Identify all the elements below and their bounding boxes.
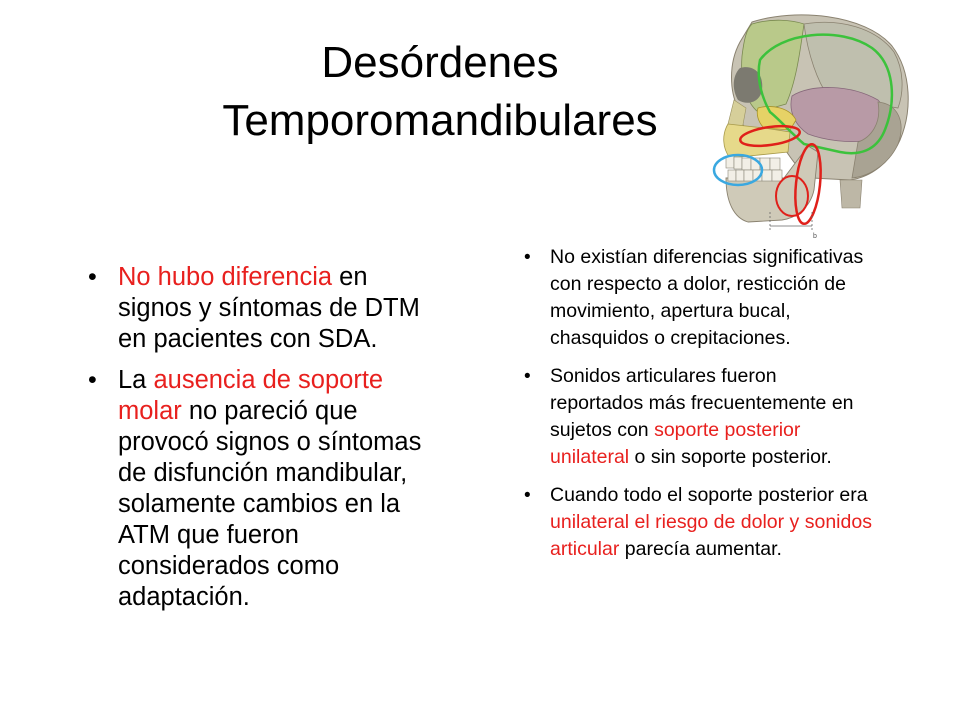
right-bullet-1 xyxy=(522,244,872,352)
bullet-text: en signos y síntomas de DTM en pacientes con SDA. xyxy=(118,263,420,353)
highlight-text: soporte posterior unilateral xyxy=(550,419,801,468)
bullet-text: no pareció que provocó signos o síntomas de disfunción mandibular, solamente cambios en la ATM que fueron considerados como adaptación. xyxy=(118,397,422,611)
title-line-2: Temporomandibulares xyxy=(222,96,658,145)
title-line-1: Desórdenes xyxy=(321,38,559,87)
image-label: b xyxy=(813,233,817,240)
bullet-text: Cuando todo el soporte posterior era xyxy=(550,484,868,506)
bullet-text: Sonidos articulares fueron reportados más frecuentemente en sujetos con xyxy=(550,365,854,441)
bullet-text: parecía aumentar. xyxy=(619,538,782,560)
left-bullet-1 xyxy=(88,262,433,355)
right-bullet-3 xyxy=(522,482,872,563)
highlight-text: unilateral el riesgo de dolor y sonidos articular xyxy=(550,511,872,560)
right-bullet-2 xyxy=(522,363,872,471)
right-bullet-list xyxy=(522,244,872,574)
skull-illustration xyxy=(700,12,915,242)
highlight-text: ausencia de soporte molar xyxy=(118,366,384,425)
highlight-text: No hubo diferencia xyxy=(118,263,333,291)
left-bullet-list xyxy=(88,262,433,623)
vertebra xyxy=(840,180,862,208)
slide-title xyxy=(160,34,720,150)
bullet-text: o sin soporte posterior. xyxy=(629,446,832,468)
bullet-text: La xyxy=(118,366,154,394)
bullet-text: No existían diferencias significativas con respecto a dolor, resticción de movimiento, apertura bucal, chasquidos o crepitaciones. xyxy=(550,246,864,349)
left-bullet-2 xyxy=(88,365,433,613)
